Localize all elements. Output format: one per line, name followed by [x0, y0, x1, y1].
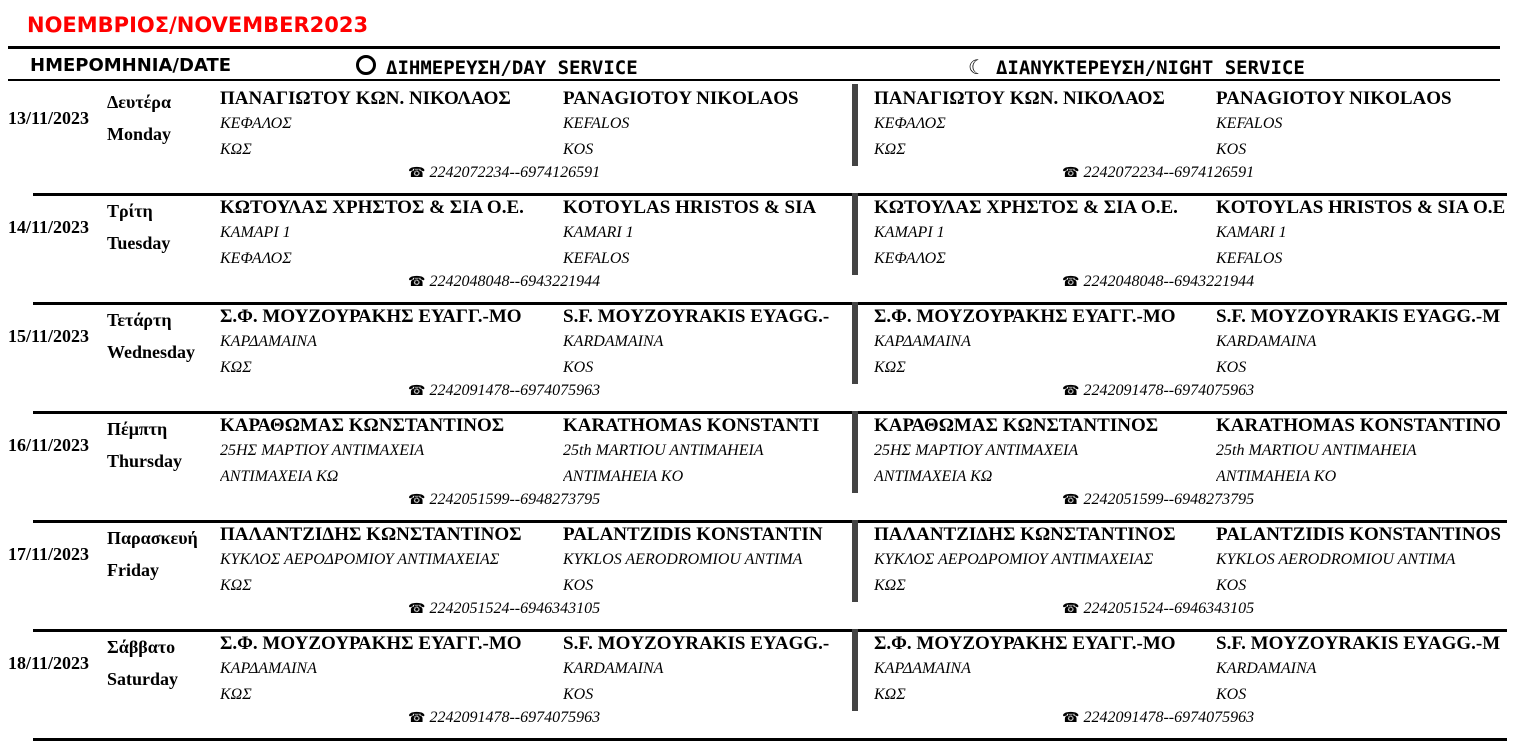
schedule-row: [0, 520, 1523, 629]
day-pharmacy-name-greek: ΠΑΝΑΓΙΩΤΟΥ ΚΩΝ. ΝΙΚΟΛΑΟΣ: [220, 88, 511, 109]
day-address-line1-english: KEFALOS: [563, 115, 630, 132]
day-address-line1-greek: ΚΑΡΔΑΜΑΙΝΑ: [220, 333, 317, 350]
header-top-rule: [8, 46, 1500, 49]
day-address-line1-greek: ΚΑΜΑΡΙ 1: [220, 224, 291, 241]
night-pharmacy-name-english: PALANTZIDIS KONSTANTINOS: [1216, 524, 1501, 545]
schedule-row: [0, 302, 1523, 411]
night-phone-number: 2242072234--6974126591: [1083, 164, 1255, 181]
day-phone: [408, 491, 600, 509]
day-pharmacy-name-english: PALANTZIDIS KONSTANTIN: [563, 524, 823, 545]
night-phone-number: 2242048048--6943221944: [1083, 273, 1255, 290]
day-pharmacy-name-greek: ΠΑΛΑΝΤΖΙΔΗΣ ΚΩΝΣΤΑΝΤΙΝΟΣ: [220, 524, 522, 545]
row-divider: [33, 193, 1507, 196]
weekday-english: Monday: [107, 124, 172, 144]
day-address-line2-greek: ΑΝΤΙΜΑΧΕΙΑ ΚΩ: [220, 468, 339, 485]
day-address-line1-greek: ΚΥΚΛΟΣ ΑΕΡΟΔΡΟΜΙΟΥ ΑΝΤΙΜΑΧΕΙΑΣ: [220, 551, 500, 568]
day-pharmacy-name-greek: ΚΑΡΑΘΩΜΑΣ ΚΩΝΣΤΑΝΤΙΝΟΣ: [220, 415, 505, 436]
night-phone: [1062, 164, 1254, 182]
day-address-line2-english: KOS: [563, 359, 594, 376]
weekday-english: Wednesday: [107, 342, 196, 362]
night-phone: [1062, 273, 1254, 291]
row-date: 17/11/2023: [8, 544, 90, 564]
day-pharmacy-name-english: S.F. MOYZOYRAKIS EYAGG.-: [563, 306, 830, 327]
weekday-greek: Σάββατο: [107, 637, 176, 657]
service-column-divider: [852, 411, 858, 493]
night-address-line1-greek: ΚΑΡΔΑΜΑΙΝΑ: [874, 660, 971, 677]
night-address-line2-greek: ΚΩΣ: [874, 577, 906, 594]
night-address-line2-english: KOS: [1216, 359, 1247, 376]
day-address-line1-english: KYKLOS AERODROMIOU ANTIMA: [563, 551, 803, 568]
day-pharmacy-name-english: S.F. MOYZOYRAKIS EYAGG.-: [563, 633, 830, 654]
day-pharmacy-name-english: KOTOYLAS HRISTOS & SIA: [563, 197, 817, 218]
night-pharmacy-name-greek: Σ.Φ. ΜΟΥΖΟΥΡΑΚΗΣ ΕΥΑΓΓ.-ΜΟ: [874, 633, 1176, 654]
row-date: 18/11/2023: [8, 653, 90, 673]
day-phone: [408, 709, 600, 727]
day-phone-number: 2242051599--6948273795: [429, 491, 601, 508]
day-phone: [408, 600, 600, 618]
day-phone: [408, 273, 600, 291]
day-address-line1-greek: ΚΕΦΑΛΟΣ: [220, 115, 292, 132]
weekday-english: Thursday: [107, 451, 183, 471]
day-address-line2-english: KOS: [563, 686, 594, 703]
phone-icon: ☎: [1062, 601, 1080, 617]
day-pharmacy-name-greek: Σ.Φ. ΜΟΥΖΟΥΡΑΚΗΣ ΕΥΑΓΓ.-ΜΟ: [220, 633, 522, 654]
night-pharmacy-name-greek: ΚΩΤΟΥΛΑΣ ΧΡΗΣΤΟΣ & ΣΙΑ Ο.Ε.: [874, 197, 1178, 218]
row-divider: [33, 302, 1507, 305]
header-bottom-rule: [8, 79, 1500, 81]
weekday-greek: Δευτέρα: [107, 92, 171, 112]
schedule-row: [0, 84, 1523, 193]
day-address-line1-english: KARDAMAINA: [563, 333, 664, 350]
day-pharmacy-name-english: KARATHOMAS KONSTANTI: [563, 415, 820, 436]
row-date: 13/11/2023: [8, 108, 90, 128]
sun-icon: [356, 55, 376, 75]
row-date: 15/11/2023: [8, 326, 90, 346]
night-address-line1-greek: ΚΥΚΛΟΣ ΑΕΡΟΔΡΟΜΙΟΥ ΑΝΤΙΜΑΧΕΙΑΣ: [874, 551, 1154, 568]
day-address-line1-greek: 25ΗΣ ΜΑΡΤΙΟΥ ΑΝΤΙΜΑΧΕΙΑ: [220, 442, 425, 459]
day-phone-number: 2242048048--6943221944: [429, 273, 601, 290]
night-service-label: ΔΙΑΝΥΚΤΕΡΕΥΣΗ/NIGHT SERVICE: [995, 57, 1305, 79]
night-phone-number: 2242091478--6974075963: [1083, 382, 1255, 399]
day-address-line2-greek: ΚΕΦΑΛΟΣ: [220, 250, 292, 267]
service-column-divider: [852, 84, 858, 166]
weekday-greek: Τρίτη: [107, 201, 153, 221]
night-address-line2-greek: ΚΕΦΑΛΟΣ: [874, 250, 946, 267]
day-address-line2-greek: ΚΩΣ: [220, 577, 252, 594]
phone-icon: ☎: [1062, 274, 1080, 290]
weekday-greek: Πέμπτη: [107, 419, 168, 439]
row-divider: [33, 629, 1507, 632]
schedule-row: [0, 411, 1523, 520]
phone-icon: ☎: [408, 274, 426, 290]
night-address-line2-english: KOS: [1216, 141, 1247, 158]
phone-icon: ☎: [1062, 710, 1080, 726]
night-address-line1-greek: ΚΑΡΔΑΜΑΙΝΑ: [874, 333, 971, 350]
day-phone-number: 2242072234--6974126591: [429, 164, 601, 181]
service-column-divider: [852, 193, 858, 275]
night-phone: [1062, 600, 1254, 618]
phone-icon: ☎: [408, 492, 426, 508]
row-date: 16/11/2023: [8, 435, 90, 455]
night-address-line1-english: 25th MARTIOU ANTIMAHEIA: [1216, 442, 1417, 459]
night-address-line1-english: KARDAMAINA: [1216, 660, 1317, 677]
day-phone-number: 2242051524--6946343105: [429, 600, 601, 617]
day-service-header: [356, 55, 638, 79]
night-address-line1-english: KAMARI 1: [1216, 224, 1287, 241]
weekday-english: Saturday: [107, 669, 179, 689]
night-address-line2-greek: ΚΩΣ: [874, 359, 906, 376]
day-address-line2-greek: ΚΩΣ: [220, 686, 252, 703]
night-phone-number: 2242091478--6974075963: [1083, 709, 1255, 726]
night-pharmacy-name-greek: ΠΑΝΑΓΙΩΤΟΥ ΚΩΝ. ΝΙΚΟΛΑΟΣ: [874, 88, 1165, 109]
phone-icon: ☎: [1062, 383, 1080, 399]
night-phone: [1062, 382, 1254, 400]
night-phone-number: 2242051599--6948273795: [1083, 491, 1255, 508]
day-address-line1-english: 25th MARTIOU ANTIMAHEIA: [563, 442, 764, 459]
night-address-line2-greek: ΚΩΣ: [874, 141, 906, 158]
night-pharmacy-name-greek: ΠΑΛΑΝΤΖΙΔΗΣ ΚΩΝΣΤΑΝΤΙΝΟΣ: [874, 524, 1176, 545]
page-title: ΝΟΕΜΒΡΙΟΣ/NOVEMBER2023: [27, 13, 369, 37]
day-address-line2-greek: ΚΩΣ: [220, 141, 252, 158]
weekday-english: Friday: [107, 560, 159, 580]
day-address-line2-english: KOS: [563, 141, 594, 158]
night-pharmacy-name-english: KARATHOMAS KONSTANTINO: [1216, 415, 1501, 436]
night-phone: [1062, 491, 1254, 509]
day-pharmacy-name-greek: Σ.Φ. ΜΟΥΖΟΥΡΑΚΗΣ ΕΥΑΓΓ.-ΜΟ: [220, 306, 522, 327]
night-pharmacy-name-greek: Σ.Φ. ΜΟΥΖΟΥΡΑΚΗΣ ΕΥΑΓΓ.-ΜΟ: [874, 306, 1176, 327]
row-date: 14/11/2023: [8, 217, 90, 237]
phone-icon: ☎: [408, 710, 426, 726]
night-pharmacy-name-english: PANAGIOTOY NIKOLAOS: [1216, 88, 1452, 109]
weekday-english: Tuesday: [107, 233, 171, 253]
night-address-line2-english: KEFALOS: [1216, 250, 1283, 267]
day-phone-number: 2242091478--6974075963: [429, 709, 601, 726]
service-column-divider: [852, 629, 858, 711]
day-address-line2-english: ANTIMAHEIA KO: [563, 468, 684, 485]
phone-icon: ☎: [408, 601, 426, 617]
night-phone-number: 2242051524--6946343105: [1083, 600, 1255, 617]
day-address-line2-english: KOS: [563, 577, 594, 594]
night-pharmacy-name-english: KOTOYLAS HRISTOS & SIA O.E: [1216, 197, 1506, 218]
phone-icon: ☎: [1062, 492, 1080, 508]
night-address-line1-english: KEFALOS: [1216, 115, 1283, 132]
day-address-line1-english: KARDAMAINA: [563, 660, 664, 677]
night-address-line1-english: KARDAMAINA: [1216, 333, 1317, 350]
day-address-line2-greek: ΚΩΣ: [220, 359, 252, 376]
night-address-line1-greek: ΚΕΦΑΛΟΣ: [874, 115, 946, 132]
night-address-line2-greek: ΑΝΤΙΜΑΧΕΙΑ ΚΩ: [874, 468, 993, 485]
day-pharmacy-name-greek: ΚΩΤΟΥΛΑΣ ΧΡΗΣΤΟΣ & ΣΙΑ Ο.Ε.: [220, 197, 524, 218]
night-service-header: [968, 55, 1305, 79]
schedule-row: [0, 193, 1523, 302]
day-phone: [408, 164, 600, 182]
night-address-line1-english: KYKLOS AERODROMIOU ANTIMA: [1216, 551, 1456, 568]
row-divider: [33, 411, 1507, 414]
night-address-line1-greek: ΚΑΜΑΡΙ 1: [874, 224, 945, 241]
day-phone-number: 2242091478--6974075963: [429, 382, 601, 399]
day-phone: [408, 382, 600, 400]
day-address-line2-english: KEFALOS: [563, 250, 630, 267]
day-address-line1-greek: ΚΑΡΔΑΜΑΙΝΑ: [220, 660, 317, 677]
row-divider: [33, 520, 1507, 523]
bottom-rule: [33, 738, 1507, 741]
schedule-row: [0, 629, 1523, 738]
night-address-line2-greek: ΚΩΣ: [874, 686, 906, 703]
night-address-line1-greek: 25ΗΣ ΜΑΡΤΙΟΥ ΑΝΤΙΜΑΧΕΙΑ: [874, 442, 1079, 459]
night-pharmacy-name-english: S.F. MOYZOYRAKIS EYAGG.-M: [1216, 306, 1501, 327]
service-column-divider: [852, 302, 858, 384]
date-column-header: ΗΜΕΡΟΜΗΝΙΑ/DATE: [30, 55, 232, 76]
night-address-line2-english: ANTIMAHEIA KO: [1216, 468, 1337, 485]
phone-icon: ☎: [1062, 165, 1080, 181]
weekday-greek: Τετάρτη: [107, 310, 172, 330]
day-pharmacy-name-english: PANAGIOTOY NIKOLAOS: [563, 88, 799, 109]
phone-icon: ☎: [408, 383, 426, 399]
phone-icon: ☎: [408, 165, 426, 181]
day-address-line1-english: KAMARI 1: [563, 224, 634, 241]
night-phone: [1062, 709, 1254, 727]
night-address-line2-english: KOS: [1216, 686, 1247, 703]
night-pharmacy-name-greek: ΚΑΡΑΘΩΜΑΣ ΚΩΝΣΤΑΝΤΙΝΟΣ: [874, 415, 1159, 436]
weekday-greek: Παρασκευή: [107, 528, 198, 548]
service-column-divider: [852, 520, 858, 602]
night-pharmacy-name-english: S.F. MOYZOYRAKIS EYAGG.-M: [1216, 633, 1501, 654]
night-address-line2-english: KOS: [1216, 577, 1247, 594]
day-service-label: ΔΙΗΜΕΡΕΥΣΗ/DAY SERVICE: [386, 57, 638, 79]
moon-icon: ☾: [968, 55, 986, 79]
